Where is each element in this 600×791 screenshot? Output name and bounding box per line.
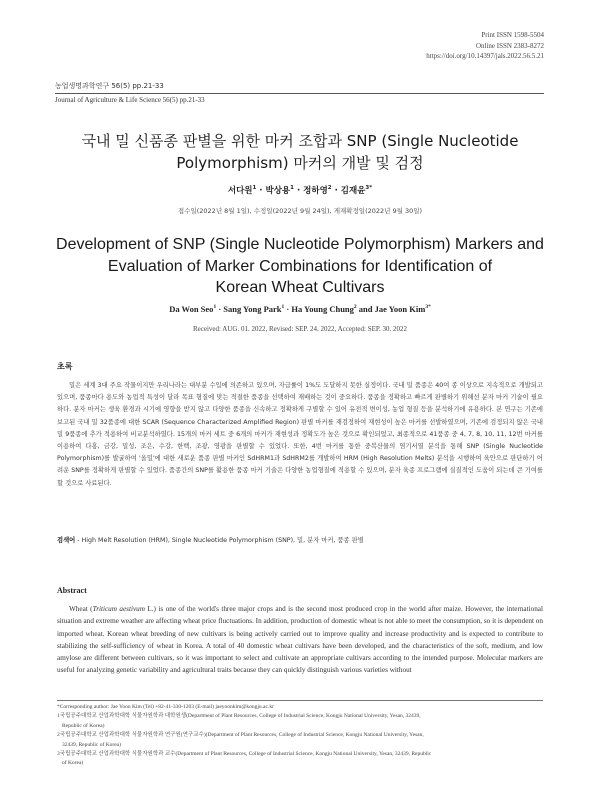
online-issn: Online ISSN 2383-8272 xyxy=(475,41,544,50)
author-separator: · xyxy=(286,304,290,314)
header-divider xyxy=(55,93,544,94)
abstract-en-body: Wheat (Triticum aestivum L.) is one of the world's three major crops and is the second most produced crop in the world after maize. However, the international situation and extreme weather are affecting wheat price fluctuations. In addition, production of domestic wheat is not able to meet the consumption, so it is dependent on imported wheat. Korean wheat breeding of new cultivars is being actively carried out to improve quality and increase productivity and is expected to contribute to stabilizing the self-sufficiency of wheat in Korea. A total of 40 domestic wheat cultivars have been developed, and the characteristics of the soft, medium, and low amylose are different between cultivars, so it was important to select and cultivate an appropriate cultivars according to the intended purpose. Molecular markers are useful for analyzing genetic variability and agricultural traits because they can quickly distinguish various varieties without xyxy=(57,605,543,675)
affiliation-1: 1국립공주대학교 산업과학대학 식물자원학과 대학원생(Department of Plant Resources, College of Industrial Science, Kongju National University, Yesan, 32439, xyxy=(57,713,421,720)
authors-en xyxy=(0,304,600,314)
title-ko-line-1: 국내 밀 신품종 판별을 위한 마커 조합과 SNP (Single Nucleotide xyxy=(81,132,519,150)
author-en-3-affil: 2 xyxy=(353,304,357,311)
author-ko-3-affil: 2 xyxy=(327,185,332,192)
author-ko-1: 서다원 xyxy=(227,186,253,196)
affiliation-2-cont: 32439, Republic of Korea) xyxy=(62,741,121,748)
author-ko-2: 박상용 xyxy=(265,186,291,196)
author-en-3: Ha Young Chung xyxy=(291,304,354,314)
dates-ko: 접수일(2022년 8월 1일), 수정일(2022년 9월 24일), 게재확정일(2022년 9월 30일) xyxy=(177,207,423,215)
author-ko-1-affil: 1 xyxy=(252,185,257,192)
doi-link[interactable]: https://doi.org/10.14397/jals.2022.56.5.21 xyxy=(426,52,544,60)
author-en-1-affil: 1 xyxy=(213,304,217,311)
abstract-ko-heading: 초록 xyxy=(57,362,73,371)
dates-en: Received: AUG. 01. 2022, Revised: SEP. 24. 2022, Accepted: SEP. 30. 2022 xyxy=(192,325,408,333)
author-en-1: Da Won Seo xyxy=(169,304,214,314)
footnotes xyxy=(57,703,543,769)
journal-name-en: Journal of Agriculture & Life Science 56(5) pp.21-33 xyxy=(55,96,205,104)
author-en-2-affil: 1 xyxy=(281,304,285,311)
affiliation-3-cont: of Korea) xyxy=(62,760,84,767)
title-en-line-1: Development of SNP (Single Nucleotide Polymorphism) Markers and xyxy=(56,236,544,253)
author-en-4-affil: 3* xyxy=(425,304,431,311)
title-en-line-3: Korean Wheat Cultivars xyxy=(215,279,385,296)
affiliation-2: 2국립공주대학교 산업과학대학 식물자원학과 연구원(연구교수)(Department of Plant Resources, College of Industrial Science, Kongju National University, Yesan, xyxy=(57,732,424,739)
journal-name-ko: 농업생명과학연구 56(5) pp.21-33 xyxy=(55,82,164,90)
corresponding-author-note: *Corresponding author: Jae Yoon Kim (Tel) +82-41-330-1203 (E-mail) jaeyoonkim@kongju.ac.kr xyxy=(57,704,274,710)
paper-title-ko xyxy=(40,130,560,174)
author-en-2: Sang Yong Park xyxy=(223,304,282,314)
author-ko-2-affil: 1 xyxy=(290,185,294,192)
author-ko-4-affil: 3* xyxy=(365,185,373,192)
print-issn: Print ISSN 1598-5504 xyxy=(481,31,544,39)
author-ko-3: 정하영 xyxy=(303,186,328,196)
title-en-line-2: Evaluation of Marker Combinations for Identification of xyxy=(107,257,493,275)
author-separator: · xyxy=(218,304,222,314)
species-name: Triticum aestivum xyxy=(92,605,145,613)
title-ko-line-2: Polymorphism) 마커의 개발 및 검정 xyxy=(176,154,424,172)
keywords-label: 검색어 xyxy=(57,537,76,544)
authors-ko: 서다원$^1$ · 박상용$^1$ · 정하영$^2$ · 김재윤$^{3*}$ xyxy=(227,185,373,196)
author-en-4: and Jae Yoon Kim xyxy=(358,304,426,314)
keywords-ko xyxy=(57,535,543,544)
keywords-list: - High Melt Resolution (HRM), Single Nucleotide Polymorphism (SNP), 밀, 분자 마커, 품종 판별 xyxy=(77,537,364,544)
abstract-en-heading: Abstract xyxy=(57,586,87,595)
issn-block xyxy=(426,30,544,62)
footnote-divider xyxy=(57,700,543,701)
affiliation-3: 3국립공주대학교 산업과학대학 식물자원학과 교수(Department of Plant Resources, College of Industrial Science, Kongju National University, Yesan, 32439, Republic xyxy=(57,751,432,758)
author-ko-4: 김재윤 xyxy=(340,186,366,196)
affiliation-1-cont: Republic of Korea) xyxy=(62,722,105,729)
paper-title-en xyxy=(30,234,570,299)
abstract-ko-body: 밀은 세계 3대 주요 작물이지만 우리나라는 대부분 수입에 의존하고 있으며, 자급률이 1%도 도달하지 못한 실정이다. 국내 밀 품종은 40여 종 이상으로 지속적으로 개발되고 있으며, 품종마다 용도와 농업적 특성이 달라 목표 형질에 맞는 적절한 품종을 선택하여 재배하는 것이 중요하다. 품종을 정확하고 빠르게 판별하기 위해선 분자 마커 기술이 필요하다. 분자 마커는 생육 환경과 시기에 영향을 받지 않고 다양한 품종을 신속하고 정확하게 구별할 수 있어 유전적 변이성, 농업 형질 등을 분석하기에 유용하다. 본 연구는 기존에 보고된 국내 밀 32품종에 대한 SCAR (Sequence Characterized Amplified Region) 판별 마커를 재검정하여 재현성이 높은 마커를 선발하였으며, 기존에 검정되지 않은 국내 밀 9품종에 추가 적용하여 비교분석하였다. 15개의 마커 세트 중 6개의 마커가 재현성과 정확도가 높은 것으로 확인되었고, 최종적으로 41품종 중 4, 7, 8, 10, 11, 12번 마커를 이용하여 다홍, 금강, 밀성, 조은, 수강, 한백, 조광, 영광을 판별할 수 있었다. 또한, 4번 마커를 통한 중복산물의 염기서열 분석을 통해 SNP (Single Nucleotide Polymorphism)를 발굴하여 '올밀'에 대한 새로운 품종 판별 마커인 SdHRM1과 SdHRM2를 개발하여 HRM (High Resolution Melts) 분석을 시행하여 육안으로 판단하기 어려운 SNP를 정확하게 판별할 수 있었다. 품종간의 SNP를 활용한 품종 마커 기술은 다양한 농업형질에 적용할 수 있으며, 분자 육종 프로그램에 실질적인 도움이 되는데 큰 기여를 할 것으로 사료된다. xyxy=(57,382,543,487)
